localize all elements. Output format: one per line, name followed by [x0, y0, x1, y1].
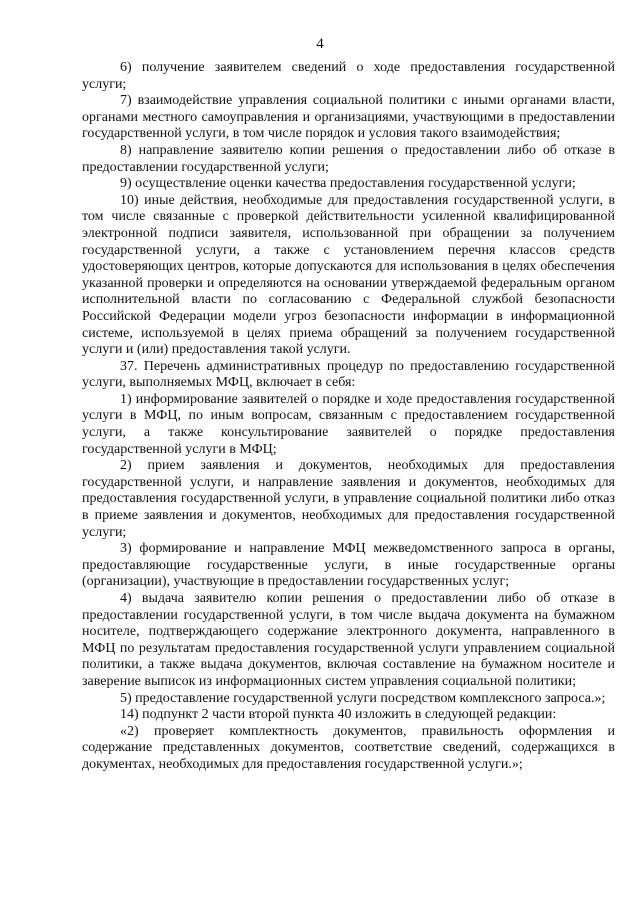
paragraph-item-7: 7) взаимодействие управления социальной политики с иными органами власти, органами местного самоуправления и организациями, участвующими в предоставлении государственной услуги, в том числе порядок и условия такого взаимодействия; [82, 93, 615, 142]
paragraph-item-8: 8) направление заявителю копии решения о предоставлении либо об отказе в предоставлении государственной услуги; [82, 142, 615, 175]
paragraph-mfc-item-5: 5) предоставление государственной услуги посредством комплексного запроса.»; [120, 690, 606, 706]
paragraph-amendment-text: «2) проверяет комплектность документов, правильность оформления и содержание представленных документов, соответствие сведений, содержащихся в документах, необходимых для предоставления государственной услуги.»; [82, 723, 615, 772]
paragraph-mfc-item-2: 2) прием заявления и документов, необходимых для предоставления государственной услуги, и направление заявления и документов, необходимых для предоставления государственной услуги, в управление социальной политики либо отказ в приеме заявления и документов, необходимых для предоставления государственной услуги; [82, 458, 615, 540]
paragraph-mfc-item-4: 4) выдача заявителю копии решения о предоставлении либо об отказе в предоставлении государственной услуги, в том числе выдача документа на бумажном носителе, подтверждающего содержание электронного документа, направленного в МФЦ по результатам предоставления государственной услуги управлением социальной политики, а также выдача документов, включая составление на бумажном носителе и заверение выписок из информационных систем управления социальной политики; [82, 591, 615, 689]
paragraph-item-6: 6) получение заявителем сведений о ходе предоставления государственной услуги; [82, 60, 615, 92]
paragraph-item-9: 9) осуществление оценки качества предоставления государственной услуги; [120, 176, 576, 192]
paragraph-mfc-item-1: 1) информирование заявителей о порядке и ходе предоставления государственной услуги в МФЦ, по иным вопросам, связанным с предоставлением государственной услуги, а также консультирование заявителей о порядке предоставления государственной услуги в МФЦ; [82, 391, 615, 457]
document-body [82, 60, 615, 774]
paragraph-clause-37: 37. Перечень административных процедур по предоставлению государственной услуги, выполняемых МФЦ, включает в себя: [82, 358, 615, 391]
paragraph-item-10: 10) иные действия, необходимые для предоставления государственной услуги, в том числе связанные с проверкой действительности усиленной квалифицированной электронной подписи заявителя, использованной при обращении за получением государственной услуги, а также с установлением перечня классов средств удостоверяющих центров, которые допускаются для использования в целях обеспечения указанной проверки и определяются на основании утверждаемой федеральным органом исполнительной власти по согласованию с Федеральной службой безопасности Российской Федерации модели угроз безопасности информации в информационной системе, используемой в целях приема обращений за получением государственной услуги и (или) предоставления такой услуги. [82, 192, 615, 358]
paragraph-mfc-item-3: 3) формирование и направление МФЦ межведомственного запроса в органы, предоставляющие государственные услуги, в иные государственные органы (организации), участвующие в предоставлении государственных услуг; [82, 541, 615, 590]
paragraph-amendment-14: 14) подпункт 2 части второй пункта 40 изложить в следующей редакции: [120, 707, 557, 723]
page-number: 4 [316, 36, 324, 52]
